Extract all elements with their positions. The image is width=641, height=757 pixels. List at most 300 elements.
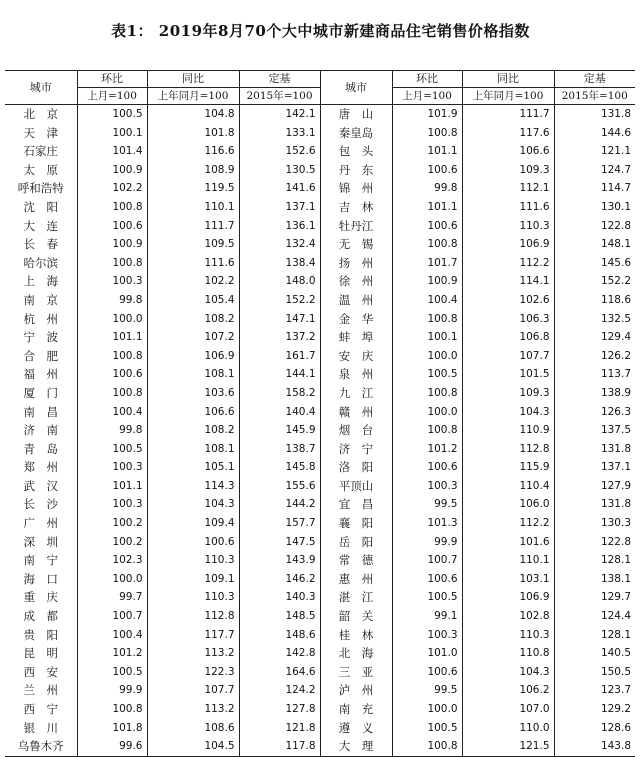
mom-cell-right: 99.8 [392, 179, 462, 198]
mom-cell-left: 99.7 [77, 588, 147, 607]
subheader-mom-left: 上月=100 [77, 88, 147, 105]
table-row [5, 681, 635, 700]
city-cell-left: 呼和浩特 [17, 181, 64, 196]
base-cell-left: 145.8 [239, 458, 320, 477]
table-row [5, 124, 635, 143]
mom-cell-right: 101.7 [392, 254, 462, 273]
mom-cell-right: 101.9 [392, 105, 462, 124]
yoy-cell-left: 113.2 [147, 700, 239, 719]
mom-cell-left: 100.9 [77, 235, 147, 254]
base-cell-right: 138.1 [554, 570, 635, 589]
base-cell-left: 146.2 [239, 570, 320, 589]
yoy-cell-left: 108.1 [147, 365, 239, 384]
city-cell-left: 重 庆 [23, 590, 58, 605]
mom-cell-right: 101.2 [392, 440, 462, 459]
base-cell-left: 138.7 [239, 440, 320, 459]
city-cell-left: 福 州 [23, 367, 58, 382]
yoy-cell-left: 110.3 [147, 551, 239, 570]
mom-cell-right: 100.0 [392, 403, 462, 422]
city-cell-right: 无 锡 [320, 235, 392, 254]
yoy-cell-right: 104.3 [462, 663, 554, 682]
city-cell-left: 郑 州 [23, 460, 58, 475]
yoy-cell-right: 106.6 [462, 142, 554, 161]
mom-cell-right: 100.3 [392, 477, 462, 496]
header-city-left: 城市 [5, 71, 77, 105]
mom-cell-right: 100.5 [392, 588, 462, 607]
base-cell-right: 148.1 [554, 235, 635, 254]
yoy-cell-right: 109.3 [462, 384, 554, 403]
table-row [5, 458, 635, 477]
base-cell-right: 128.1 [554, 551, 635, 570]
mom-cell-left: 101.1 [77, 328, 147, 347]
city-cell-right: 北 海 [320, 644, 392, 663]
yoy-cell-right: 112.2 [462, 254, 554, 273]
yoy-cell-left: 102.2 [147, 272, 239, 291]
table-row [5, 514, 635, 533]
base-cell-left: 152.2 [239, 291, 320, 310]
mom-cell-left: 102.3 [77, 551, 147, 570]
table-row [5, 384, 635, 403]
city-cell-right: 安 庆 [320, 347, 392, 366]
mom-cell-right: 99.1 [392, 607, 462, 626]
base-cell-right: 118.6 [554, 291, 635, 310]
base-cell-left: 143.9 [239, 551, 320, 570]
base-cell-left: 157.7 [239, 514, 320, 533]
yoy-cell-left: 110.1 [147, 198, 239, 217]
subheader-yoy-left: 上年同月=100 [147, 88, 239, 105]
table-row [5, 142, 635, 161]
city-cell-left: 南 宁 [23, 553, 58, 568]
yoy-cell-left: 122.3 [147, 663, 239, 682]
base-cell-left: 133.1 [239, 124, 320, 143]
header-mom-left: 环比 [77, 71, 147, 88]
mom-cell-left: 101.2 [77, 644, 147, 663]
table-row [5, 495, 635, 514]
table-row [5, 310, 635, 329]
city-cell-right: 锦 州 [320, 179, 392, 198]
mom-cell-left: 100.4 [77, 403, 147, 422]
city-cell-left: 海 口 [23, 571, 58, 586]
yoy-cell-right: 106.9 [462, 588, 554, 607]
yoy-cell-right: 110.0 [462, 719, 554, 738]
base-cell-left: 148.6 [239, 626, 320, 645]
base-cell-left: 137.1 [239, 198, 320, 217]
mom-cell-right: 100.0 [392, 347, 462, 366]
city-cell-right: 南 充 [320, 700, 392, 719]
subheader-base-left: 2015年=100 [239, 88, 320, 105]
header-city-right: 城市 [320, 71, 392, 105]
city-cell-right: 赣 州 [320, 403, 392, 422]
mom-cell-left: 101.4 [77, 142, 147, 161]
city-cell-right: 扬 州 [320, 254, 392, 273]
table-row [5, 291, 635, 310]
city-cell-left: 大 连 [23, 218, 58, 233]
yoy-cell-right: 114.1 [462, 272, 554, 291]
mom-cell-left: 100.6 [77, 365, 147, 384]
yoy-cell-right: 106.3 [462, 310, 554, 329]
mom-cell-left: 100.3 [77, 458, 147, 477]
table-row [5, 551, 635, 570]
base-cell-right: 144.6 [554, 124, 635, 143]
table-row [5, 626, 635, 645]
city-cell-left: 济 南 [23, 423, 58, 438]
mom-cell-right: 99.5 [392, 681, 462, 700]
mom-cell-right: 101.3 [392, 514, 462, 533]
city-cell-right: 温 州 [320, 291, 392, 310]
mom-cell-right: 100.6 [392, 458, 462, 477]
base-cell-left: 132.4 [239, 235, 320, 254]
yoy-cell-left: 101.8 [147, 124, 239, 143]
yoy-cell-left: 111.7 [147, 217, 239, 236]
table-row [5, 737, 635, 756]
yoy-cell-left: 107.7 [147, 681, 239, 700]
city-cell-right: 岳 阳 [320, 533, 392, 552]
yoy-cell-left: 106.9 [147, 347, 239, 366]
subheader-yoy-right: 上年同月=100 [462, 88, 554, 105]
mom-cell-right: 100.6 [392, 217, 462, 236]
yoy-cell-left: 109.4 [147, 514, 239, 533]
city-cell-right: 徐 州 [320, 272, 392, 291]
header-yoy-left: 同比 [147, 71, 239, 88]
base-cell-right: 126.2 [554, 347, 635, 366]
yoy-cell-right: 112.2 [462, 514, 554, 533]
yoy-cell-right: 104.3 [462, 403, 554, 422]
mom-cell-right: 100.4 [392, 291, 462, 310]
yoy-cell-left: 113.2 [147, 644, 239, 663]
base-cell-left: 140.3 [239, 588, 320, 607]
base-cell-right: 122.8 [554, 217, 635, 236]
mom-cell-right: 100.7 [392, 551, 462, 570]
yoy-cell-left: 112.8 [147, 607, 239, 626]
table-row [5, 272, 635, 291]
yoy-cell-right: 110.9 [462, 421, 554, 440]
city-cell-left: 乌鲁木齐 [5, 737, 77, 756]
base-cell-left: 144.2 [239, 495, 320, 514]
yoy-cell-left: 108.2 [147, 310, 239, 329]
base-cell-right: 113.7 [554, 365, 635, 384]
mom-cell-right: 100.0 [392, 700, 462, 719]
base-cell-right: 137.1 [554, 458, 635, 477]
yoy-cell-left: 111.6 [147, 254, 239, 273]
city-cell-left: 哈尔滨 [23, 255, 58, 270]
table-row [5, 533, 635, 552]
city-cell-right: 洛 阳 [320, 458, 392, 477]
city-cell-left: 杭 州 [23, 311, 58, 326]
table-row [5, 105, 635, 124]
mom-cell-left: 100.3 [77, 495, 147, 514]
mom-cell-left: 100.5 [77, 663, 147, 682]
mom-cell-right: 100.5 [392, 719, 462, 738]
yoy-cell-right: 101.6 [462, 533, 554, 552]
table-row [5, 421, 635, 440]
city-cell-right: 济 宁 [320, 440, 392, 459]
city-cell-right: 唐 山 [320, 105, 392, 124]
base-cell-left: 142.1 [239, 105, 320, 124]
yoy-cell-left: 117.7 [147, 626, 239, 645]
city-cell-left: 长 春 [23, 237, 58, 252]
yoy-cell-right: 110.3 [462, 217, 554, 236]
yoy-cell-right: 110.3 [462, 626, 554, 645]
subheader-base-right: 2015年=100 [554, 88, 635, 105]
table-row [5, 347, 635, 366]
base-cell-right: 126.3 [554, 403, 635, 422]
yoy-cell-right: 106.2 [462, 681, 554, 700]
base-cell-right: 150.5 [554, 663, 635, 682]
mom-cell-left: 100.6 [77, 217, 147, 236]
mom-cell-right: 100.9 [392, 272, 462, 291]
base-cell-right: 124.7 [554, 161, 635, 180]
mom-cell-right: 100.8 [392, 384, 462, 403]
base-cell-left: 155.6 [239, 477, 320, 496]
yoy-cell-left: 108.9 [147, 161, 239, 180]
base-cell-left: 161.7 [239, 347, 320, 366]
mom-cell-left: 100.4 [77, 626, 147, 645]
table-row [5, 179, 635, 198]
yoy-cell-right: 106.0 [462, 495, 554, 514]
base-cell-left: 148.5 [239, 607, 320, 626]
base-cell-left: 136.1 [239, 217, 320, 236]
table-row [5, 235, 635, 254]
mom-cell-left: 100.2 [77, 533, 147, 552]
yoy-cell-right: 110.1 [462, 551, 554, 570]
header-mom-right: 环比 [392, 71, 462, 88]
base-cell-left: 137.2 [239, 328, 320, 347]
base-cell-right: 128.1 [554, 626, 635, 645]
mom-cell-left: 100.0 [77, 570, 147, 589]
yoy-cell-left: 109.1 [147, 570, 239, 589]
base-cell-left: 148.0 [239, 272, 320, 291]
city-cell-right: 韶 关 [320, 607, 392, 626]
mom-cell-right: 101.0 [392, 644, 462, 663]
city-cell-right: 遵 义 [320, 719, 392, 738]
table-row [5, 663, 635, 682]
table-row [5, 570, 635, 589]
base-cell-right: 123.7 [554, 681, 635, 700]
mom-cell-right: 100.8 [392, 235, 462, 254]
mom-cell-right: 100.8 [392, 737, 462, 756]
table-row [5, 198, 635, 217]
city-cell-left: 银 川 [23, 720, 58, 735]
mom-cell-right: 99.5 [392, 495, 462, 514]
table-row [5, 328, 635, 347]
city-cell-left: 南 京 [23, 292, 58, 307]
base-cell-left: 127.8 [239, 700, 320, 719]
base-cell-right: 143.8 [554, 737, 635, 756]
city-cell-left: 深 圳 [23, 534, 58, 549]
mom-cell-left: 99.8 [77, 291, 147, 310]
city-cell-right: 惠 州 [320, 570, 392, 589]
yoy-cell-right: 109.3 [462, 161, 554, 180]
yoy-cell-left: 119.5 [147, 179, 239, 198]
base-cell-right: 128.6 [554, 719, 635, 738]
base-cell-left: 152.6 [239, 142, 320, 161]
base-cell-right: 137.5 [554, 421, 635, 440]
header-yoy-right: 同比 [462, 71, 554, 88]
base-cell-right: 127.9 [554, 477, 635, 496]
base-cell-left: 140.4 [239, 403, 320, 422]
city-cell-right: 桂 林 [320, 626, 392, 645]
base-cell-left: 147.5 [239, 533, 320, 552]
city-cell-right: 丹 东 [320, 161, 392, 180]
table-row [5, 440, 635, 459]
mom-cell-right: 100.6 [392, 663, 462, 682]
yoy-cell-left: 108.2 [147, 421, 239, 440]
mom-cell-right: 100.3 [392, 626, 462, 645]
mom-cell-left: 100.8 [77, 384, 147, 403]
base-cell-left: 144.1 [239, 365, 320, 384]
city-cell-right: 蚌 埠 [320, 328, 392, 347]
city-cell-right: 襄 阳 [320, 514, 392, 533]
city-cell-left: 厦 门 [23, 385, 58, 400]
city-cell-right: 三 亚 [320, 663, 392, 682]
city-cell-left: 西 安 [23, 664, 58, 679]
city-cell-right: 烟 台 [320, 421, 392, 440]
mom-cell-left: 100.8 [77, 198, 147, 217]
mom-cell-right: 100.6 [392, 570, 462, 589]
table-row [5, 403, 635, 422]
base-cell-right: 130.1 [554, 198, 635, 217]
yoy-cell-left: 114.3 [147, 477, 239, 496]
subheader-mom-right: 上月=100 [392, 88, 462, 105]
mom-cell-left: 101.8 [77, 719, 147, 738]
base-cell-left: 121.8 [239, 719, 320, 738]
yoy-cell-right: 102.8 [462, 607, 554, 626]
yoy-cell-right: 101.5 [462, 365, 554, 384]
city-cell-left: 南 昌 [23, 404, 58, 419]
mom-cell-left: 100.0 [77, 310, 147, 329]
base-cell-left: 164.6 [239, 663, 320, 682]
base-cell-left: 124.2 [239, 681, 320, 700]
yoy-cell-left: 110.3 [147, 588, 239, 607]
city-cell-right: 包 头 [320, 142, 392, 161]
yoy-cell-right: 112.1 [462, 179, 554, 198]
mom-cell-left: 100.7 [77, 607, 147, 626]
yoy-cell-left: 108.6 [147, 719, 239, 738]
mom-cell-left: 101.1 [77, 477, 147, 496]
yoy-cell-left: 103.6 [147, 384, 239, 403]
mom-cell-right: 101.1 [392, 198, 462, 217]
yoy-cell-left: 109.5 [147, 235, 239, 254]
header-base-left: 定基 [239, 71, 320, 88]
base-cell-left: 117.8 [239, 737, 320, 756]
city-cell-left: 昆 明 [23, 646, 58, 661]
table-row [5, 365, 635, 384]
yoy-cell-right: 121.5 [462, 737, 554, 756]
mom-cell-left: 100.8 [77, 700, 147, 719]
city-cell-left: 太 原 [23, 162, 58, 177]
city-cell-left: 沈 阳 [23, 199, 58, 214]
city-cell-right: 泸 州 [320, 681, 392, 700]
base-cell-right: 114.7 [554, 179, 635, 198]
city-cell-right: 牡丹江 [320, 217, 392, 236]
mom-cell-left: 100.1 [77, 124, 147, 143]
base-cell-left: 147.1 [239, 310, 320, 329]
yoy-cell-right: 117.6 [462, 124, 554, 143]
mom-cell-left: 102.2 [77, 179, 147, 198]
yoy-cell-left: 116.6 [147, 142, 239, 161]
city-cell-right: 九 江 [320, 384, 392, 403]
base-cell-right: 129.7 [554, 588, 635, 607]
mom-cell-left: 100.5 [77, 105, 147, 124]
city-cell-right: 金 华 [320, 310, 392, 329]
mom-cell-left: 100.9 [77, 161, 147, 180]
base-cell-left: 141.6 [239, 179, 320, 198]
table-row [5, 644, 635, 663]
city-cell-right: 常 德 [320, 551, 392, 570]
mom-cell-right: 101.1 [392, 142, 462, 161]
base-cell-right: 124.4 [554, 607, 635, 626]
city-cell-right: 泉 州 [320, 365, 392, 384]
city-cell-right: 湛 江 [320, 588, 392, 607]
city-cell-left: 石家庄 [23, 144, 58, 159]
table-row [5, 161, 635, 180]
mom-cell-left: 100.8 [77, 347, 147, 366]
yoy-cell-right: 107.7 [462, 347, 554, 366]
mom-cell-right: 99.9 [392, 533, 462, 552]
yoy-cell-right: 102.6 [462, 291, 554, 310]
base-cell-right: 131.8 [554, 105, 635, 124]
table-row [5, 217, 635, 236]
mom-cell-left: 100.8 [77, 254, 147, 273]
mom-cell-left: 100.2 [77, 514, 147, 533]
mom-cell-right: 100.8 [392, 124, 462, 143]
mom-cell-right: 100.5 [392, 365, 462, 384]
mom-cell-right: 100.8 [392, 421, 462, 440]
city-cell-left: 上 海 [23, 274, 58, 289]
yoy-cell-right: 110.4 [462, 477, 554, 496]
mom-cell-left: 99.9 [77, 681, 147, 700]
table-row [5, 719, 635, 738]
yoy-cell-right: 106.9 [462, 235, 554, 254]
base-cell-right: 122.8 [554, 533, 635, 552]
base-cell-right: 152.2 [554, 272, 635, 291]
yoy-cell-right: 111.6 [462, 198, 554, 217]
base-cell-right: 132.5 [554, 310, 635, 329]
mom-cell-left: 99.6 [77, 737, 147, 756]
base-cell-right: 131.8 [554, 495, 635, 514]
yoy-cell-right: 103.1 [462, 570, 554, 589]
header-base-right: 定基 [554, 71, 635, 88]
mom-cell-left: 100.5 [77, 440, 147, 459]
city-cell-right: 大 理 [320, 737, 392, 756]
base-cell-right: 138.9 [554, 384, 635, 403]
yoy-cell-left: 107.2 [147, 328, 239, 347]
base-cell-right: 131.8 [554, 440, 635, 459]
city-cell-left: 西 宁 [23, 702, 58, 716]
base-cell-left: 130.5 [239, 161, 320, 180]
table-row [5, 700, 635, 719]
table-title: 表1： 2019年8月70个大中城市新建商品住宅销售价格指数 [111, 22, 530, 40]
table-row [5, 607, 635, 626]
yoy-cell-right: 110.8 [462, 644, 554, 663]
base-cell-left: 158.2 [239, 384, 320, 403]
yoy-cell-left: 104.3 [147, 495, 239, 514]
base-cell-left: 145.9 [239, 421, 320, 440]
mom-cell-left: 100.3 [77, 272, 147, 291]
table-row [5, 588, 635, 607]
yoy-cell-right: 106.8 [462, 328, 554, 347]
city-cell-left: 天 津 [23, 125, 58, 140]
price-index-table [5, 70, 635, 757]
table-row [5, 477, 635, 496]
yoy-cell-left: 106.6 [147, 403, 239, 422]
city-cell-right: 平顶山 [320, 477, 392, 496]
base-cell-right: 129.4 [554, 328, 635, 347]
yoy-cell-right: 111.7 [462, 105, 554, 124]
city-cell-left: 广 州 [23, 516, 58, 531]
base-cell-right: 140.5 [554, 644, 635, 663]
yoy-cell-left: 100.6 [147, 533, 239, 552]
